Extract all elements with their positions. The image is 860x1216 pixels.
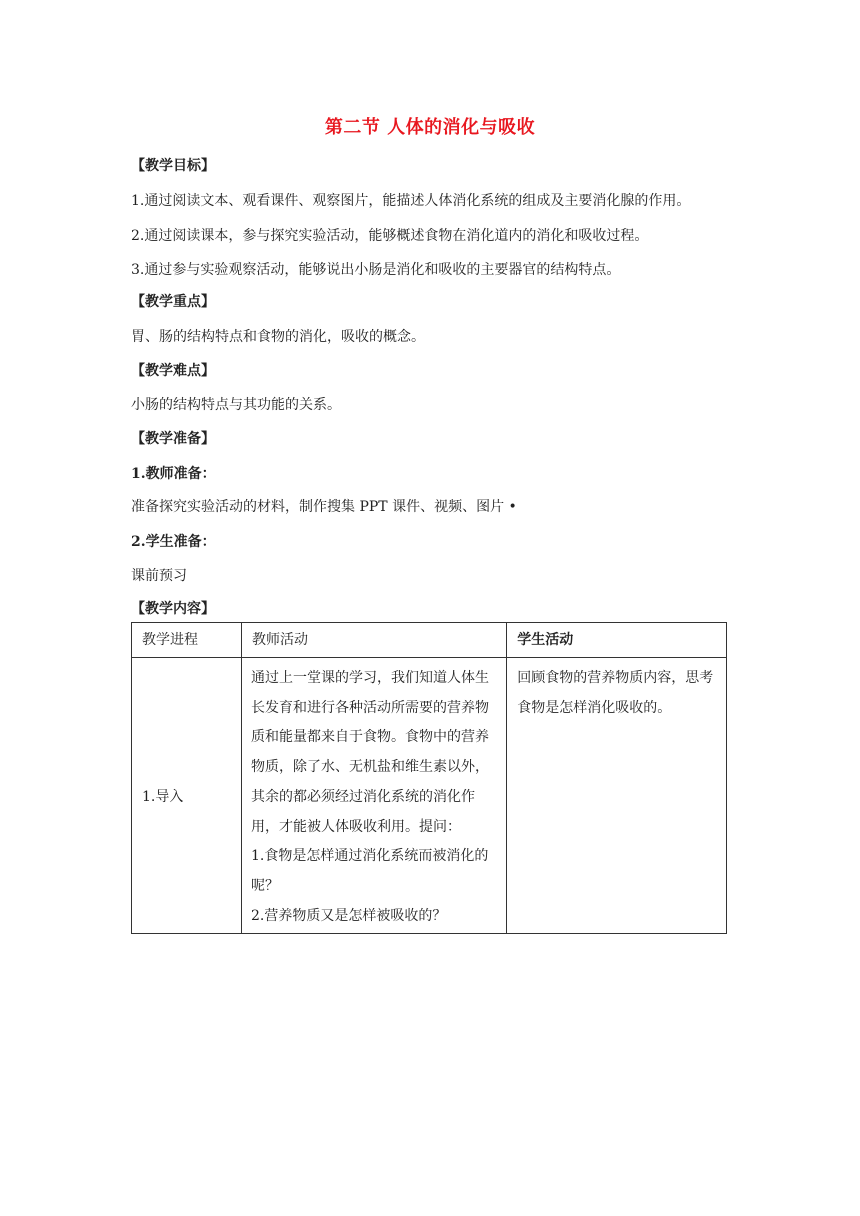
difficulties-text: 小肠的结构特点与其功能的关系。 xyxy=(131,397,341,413)
teacher-prep-label: 1.教师准备： xyxy=(131,466,216,482)
table-row xyxy=(132,658,727,934)
key-points-text: 胃、肠的结构特点和食物的消化，吸收的概念。 xyxy=(131,329,425,345)
objective-item-1: 1.通过阅读文本、观看课件、观察图片，能描述人体消化系统的组成及主要消化腺的作用。 xyxy=(131,193,691,209)
teacher-activity-cell xyxy=(241,658,506,934)
teacher-question-2: 2.营养物质又是怎样被吸收的？ xyxy=(250,907,447,924)
objectives-heading: 【教学目标】 xyxy=(131,158,215,174)
student-activity-cell: 回顾食物的营养物质内容，思考食物是怎样消化吸收的。 xyxy=(507,658,727,934)
student-prep-text: 课前预习 xyxy=(131,568,187,584)
teacher-prep-text: 准备探究实验活动的材料，制作搜集 PPT 课件、视频、图片 • xyxy=(131,499,517,515)
objective-item-3: 3.通过参与实验观察活动，能够说出小肠是消化和吸收的主要器官的结构特点。 xyxy=(131,262,621,278)
teacher-activity-paragraph: 通过上一堂课的学习，我们知道人体生长发育和进行各种活动所需要的营养物质和能量都来自于食物。食物中的营养物质，除了水、无机盐和维生素以外，其余的都必须经过消化系统的消化作用，才能被人体吸收利用。提问： xyxy=(250,670,489,835)
student-prep-label: 2.学生准备： xyxy=(131,534,216,550)
header-student-activity: 学生活动 xyxy=(507,623,727,658)
key-points-heading: 【教学重点】 xyxy=(131,294,215,310)
table-header-row xyxy=(132,623,727,658)
preparation-heading: 【教学准备】 xyxy=(131,431,215,447)
page-title: 第二节 人体的消化与吸收 xyxy=(324,117,536,138)
stage-cell: 1.导入 xyxy=(132,658,242,934)
teacher-question-1: 1.食物是怎样通过消化系统而被消化的呢？ xyxy=(250,848,489,894)
difficulties-heading: 【教学难点】 xyxy=(131,363,215,379)
header-stage: 教学进程 xyxy=(132,623,242,658)
lesson-table xyxy=(131,622,727,934)
objective-item-2: 2.通过阅读课本，参与探究实验活动，能够概述食物在消化道内的消化和吸收过程。 xyxy=(131,228,649,244)
header-teacher-activity: 教师活动 xyxy=(241,623,506,658)
content-heading: 【教学内容】 xyxy=(131,601,215,617)
